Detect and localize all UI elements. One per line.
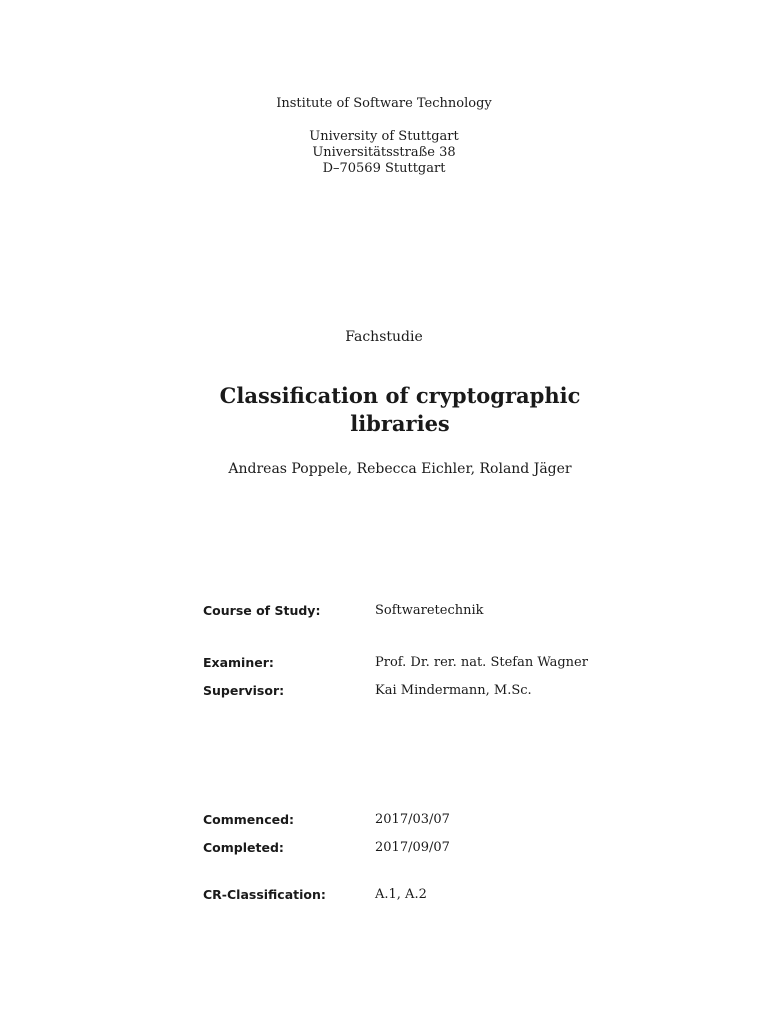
cr-classification-value: A.1, A.2: [375, 887, 427, 902]
cr-classification-row: [203, 887, 703, 907]
title-line-1: Classification of cryptographic: [219, 383, 581, 408]
commenced-row: [203, 812, 703, 832]
supervisor-label: Supervisor:: [203, 683, 285, 698]
cr-classification-label: CR-Classification:: [203, 887, 326, 902]
title-line-2: libraries: [350, 411, 450, 436]
document-title: [0, 382, 768, 438]
institute-name: Institute of Software Technology: [276, 96, 492, 111]
examiner-value: Prof. Dr. rer. nat. Stefan Wagner: [375, 655, 588, 670]
course-label: Course of Study:: [203, 603, 321, 618]
commenced-value: 2017/03/07: [375, 812, 450, 827]
examiner-label: Examiner:: [203, 655, 274, 670]
completed-row: [203, 840, 703, 860]
completed-label: Completed:: [203, 840, 284, 855]
examiner-row: [203, 655, 703, 675]
city-address: D–70569 Stuttgart: [322, 161, 446, 176]
street-address: Universitätsstraße 38: [312, 145, 456, 160]
course-value: Softwaretechnik: [375, 603, 484, 618]
course-row: [203, 603, 703, 623]
supervisor-value: Kai Mindermann, M.Sc.: [375, 683, 532, 698]
commenced-label: Commenced:: [203, 812, 295, 827]
supervisor-row: [203, 683, 703, 703]
university-name: University of Stuttgart: [309, 129, 459, 144]
document-type: Fachstudie: [345, 329, 423, 345]
completed-value: 2017/09/07: [375, 840, 450, 855]
author-list: Andreas Poppele, Rebecca Eichler, Roland Jäger: [228, 461, 572, 477]
